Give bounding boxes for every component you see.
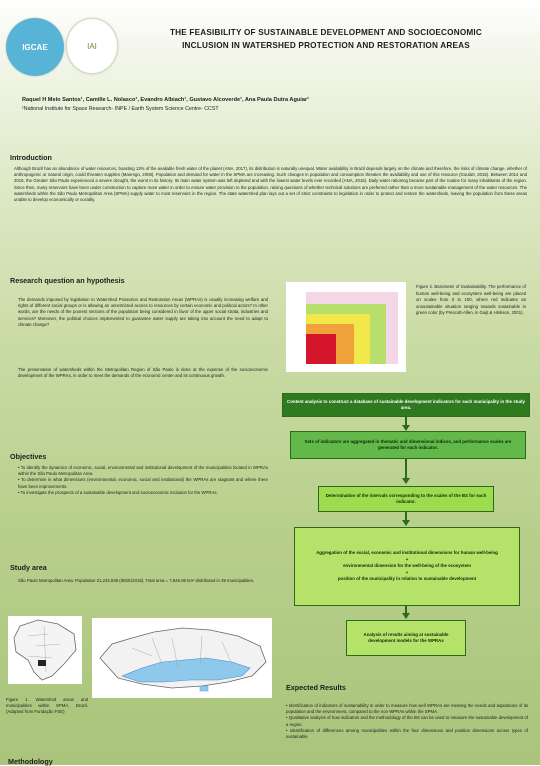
flow-step-4 (294, 527, 520, 606)
objectives-list (18, 465, 268, 496)
poster-title (120, 26, 532, 52)
spma-map-graphic (92, 618, 272, 698)
objectives-heading: Objectives (10, 452, 47, 461)
flow-arrow-2 (402, 478, 410, 484)
flow-step-4-plus-1: + (405, 556, 409, 562)
research-heading: Research question an hypothesis (10, 276, 125, 285)
brazil-map (8, 616, 82, 684)
authors: Raquel H Melo Santos¹, Camille L. Nolasco¹, Evandro Albiach¹, Gustavo Alcoverde¹, Ana Paula Dutra Aguiar¹ (22, 97, 309, 103)
objective-item: • To investigate the prospects of a sustainable development and socioeconomic inclusion for the WPRAs. (18, 489, 218, 495)
study-area-text: São Paulo Metropolitan Area: Population 21,242,939 (IBGE/2018). Total area = 7,946.96 km² distributed in 39 municipalities. (18, 578, 255, 583)
flow-arrow-3 (402, 520, 410, 526)
flow-arrow-2-stem (405, 459, 407, 479)
flow-step-2 (290, 431, 526, 459)
expected-result-item: • Identification of differences among municipalities within the four dimensions and position dimensions across types of sustainable (286, 727, 528, 740)
spma-watershed-map (92, 618, 272, 698)
figure-1-caption: Figure 1. Watershed areas and municipalities within SPMA, Brazil. (Adapted from Fundação FSE) (6, 697, 88, 715)
igcae-logo (6, 18, 64, 76)
expected-result-item: • Qualitative analysis of how indicators and the methodology of the BS can be used to measure the sustainable development of a region. (286, 715, 528, 727)
flow-step-4-line-3: position of the municipality in relation to sustainable development (337, 576, 477, 582)
flow-step-4-line-1: Aggregation of the social, economic and institutional dimensions for human well-being (316, 550, 498, 556)
flow-step-3 (318, 486, 494, 512)
flow-arrow-4 (402, 613, 410, 619)
flow-step-3-text: Determination of the intervals corresponding to the scales of the BS for each indicator. (325, 492, 487, 504)
expected-result-item: • Identification of indicators of sustainability in order to measure how well WPRAs are meeting the needs and aspirations of its population and the environment, compared to the non WPRAs within the SPMA. (286, 703, 528, 715)
research-paragraph-1: The demands imposed by legislation to Watershed Protection and Restoration Areas (WPRAs) is usually increasing welfare and rights of different social groups or is allowing an unrestricted access to resources by certain economic and political actors? In other words, are the needs of the poorest sections of the population being considered in favor of the upper social strata, industries and services? Moreover, the political choices implemented to guarantee water supply are taking into account the need to adapt to climate change? (18, 297, 268, 327)
affiliation: ¹National Institute for Space Research- INPE / Earth System Science Centre- CCST (22, 106, 219, 112)
expected-results-list (286, 703, 528, 763)
flow-step-1-text: Content analysis to construct a database of sustainable development indicators for each municipality in the study area. (287, 398, 525, 410)
brazil-map-graphic (8, 616, 82, 684)
title-line-2: INCLUSION IN WATERSHED PROTECTION AND RESTORATION AREAS (182, 41, 470, 50)
figure-2-caption: Figure 2. Barometer of Sustainability. The performance of human well-being and ecosystem well-being are placed on scales from 0 to 100, where red indicates an unsustainable situation ranging towards sustainable in green color (by Prescott-Allen, in Guijt & Hinkson, 2001). (416, 284, 526, 316)
barometer-red-zone (306, 334, 336, 364)
research-paragraph-2: The preservation of watersheds within the Metropolitan Region of São Paulo is done at the expense of the socioeconomic development of the WPRAs, in order to meet the demands of the economic center and its continuous growth. (18, 367, 268, 379)
introduction-heading: Introduction (10, 153, 52, 162)
flow-step-2-text: Sets of indicators are aggregated in thematic and dimensional indices, and performance scales are generated for each indicator. (304, 438, 512, 450)
flow-step-4-plus-2: + (405, 569, 409, 575)
objective-item: • To identify the dynamics of economic, social, environmental and institutional development of the municipalities located in WPRAs within the São Paulo Metropolitan Area. (18, 465, 268, 477)
study-area-heading: Study area (10, 563, 47, 572)
introduction-text: Although Brazil has an abundance of water resources, boasting 13% of the available fresh water of the planet (ANA, 2017), its distribution is naturally unequal. Water availability in Brazil depends largely on the climate and therefore, the risks of climate change, whether of anthropogenic or natural origin, could threaten supplies (Marengo, 2008). Population and demand for water in the SPMA are increasing. Such changes in population and consumption threaten the availability and use of this resource (Goulart, 2015). Between 2014 and 2015, the Greater São Paulo experienced a severe drought, the worst in its history. Its main water system was left depleted and with the lowest water levels ever recorded (ANA, 2015). Daily water rationing became part of the routine for many inhabitants of the region. Since then, many reservoirs have been under construction to capture more water in order to ensure water provision to the population, raising questions of whether technical solutions are preferred rather than a more sustainable management of the water resources. The watersheds within the São Paulo Metropolitan Area (SPMA) supply water to most reservoirs in the region. The state watershed plan lays out a set of strict constraints to legislation in order to protect and restore the watersheds, leaving the population from these areas unable to develop economically or socially. (14, 166, 527, 203)
logo-left-text: IGCAE (22, 42, 48, 52)
barometer-figure (286, 282, 406, 372)
methodology-heading: Methodology (8, 757, 53, 766)
expected-results-heading: Expected Results (286, 683, 346, 692)
objective-item: • To determine in what dimensions (environmental, economic, social and institutional) the WPRAs are stagnant and where there have been improvements. (18, 477, 268, 489)
flow-step-4-line-2: environmental dimension for the well-being of the ecosystem (343, 563, 471, 569)
title-line-1: THE FEASIBILITY OF SUSTAINABLE DEVELOPMENT AND SOCIOECONOMIC (169, 28, 483, 37)
flow-step-5-text: Analysis of results aiming at sustainable development models for the WPRAs (363, 631, 449, 643)
iai-logo (66, 18, 118, 74)
logo-right-text: IAI (87, 41, 97, 51)
flow-step-5 (346, 620, 466, 656)
flow-step-1 (282, 393, 530, 417)
